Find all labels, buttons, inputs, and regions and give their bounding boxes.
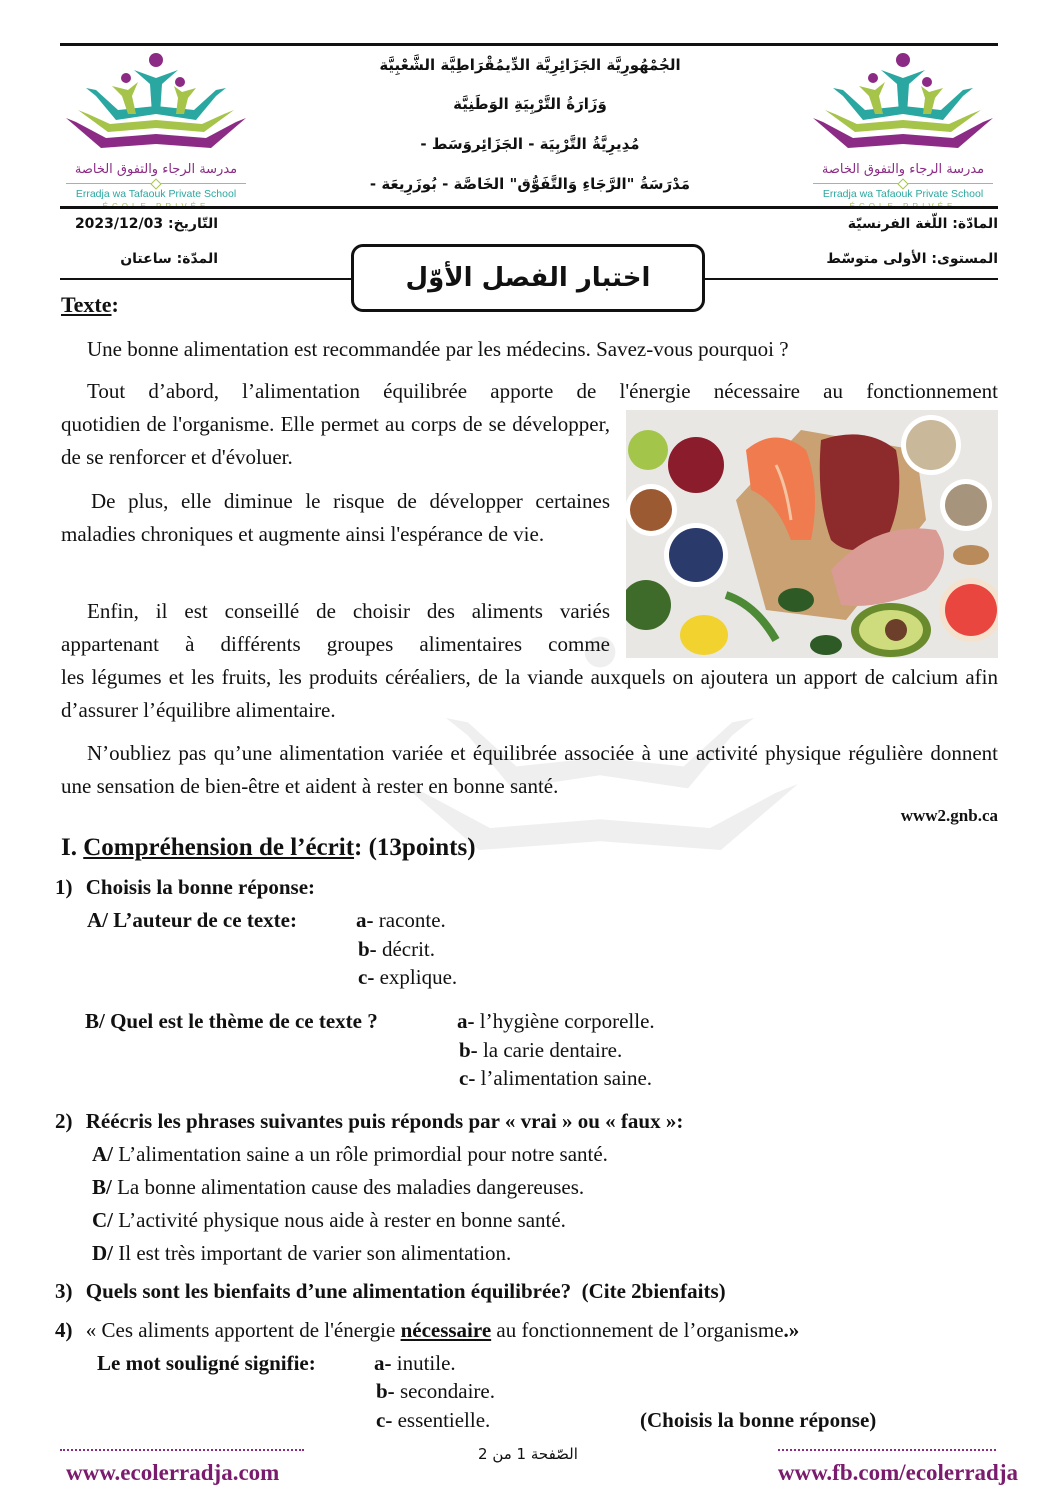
item-text: La bonne alimentation cause des maladies dangereuses. — [117, 1175, 585, 1199]
option-text: essentielle. — [397, 1408, 491, 1432]
school-logo-right — [803, 48, 1003, 208]
option-text: raconte. — [378, 908, 446, 932]
option-text: l’alimentation saine. — [480, 1066, 653, 1090]
text-paragraph-2-line1: Tout d’abord, l’alimentation équilibrée apporte de l'énergie nécessaire au fonctionnement — [87, 379, 998, 403]
option-text: la carie dentaire. — [482, 1038, 623, 1062]
text-paragraph-2-rest: quotidien de l'organisme. Elle permet au corps de se développer, de se renforcer et d'évoluer. — [61, 412, 610, 469]
option-text: secondaire. — [399, 1379, 495, 1403]
question-4-quote — [86, 1318, 800, 1342]
header-top-rule — [60, 43, 998, 46]
item-text: Il est très important de varier son alimentation. — [118, 1241, 512, 1265]
header-school: مَدْرَسَةُ "الرَّجَاءِ وَالتَّفَوُّق" الخَاصَّة - بُوزَرِيعَة - — [369, 175, 691, 193]
subject-label: المادّة: اللّغة الفرنسيّة — [847, 216, 998, 232]
section-1-number: I. — [61, 834, 77, 861]
underlined-word: nécessaire — [400, 1318, 492, 1342]
question-1a-option-b — [358, 937, 435, 962]
healthy-food-photo-icon — [626, 410, 998, 658]
question-1b-option-a — [457, 1009, 655, 1034]
quote-text-after: au fonctionnement de l’organisme — [491, 1318, 784, 1342]
quote-text-before: « Ces aliments apportent de l'énergie — [85, 1318, 401, 1342]
option-text: l’hygiène corporelle. — [479, 1009, 655, 1033]
logo-emblem-icon — [56, 48, 256, 160]
question-3 — [55, 1279, 726, 1304]
option-key: c- — [358, 965, 375, 989]
question-4-prompt: Le mot souligné signifie: — [97, 1351, 316, 1375]
option-key: c- — [376, 1408, 393, 1432]
question-2-item-c — [92, 1208, 566, 1233]
footer-website-link[interactable]: www.ecolerradja.com — [66, 1460, 280, 1485]
logo-separator — [813, 180, 993, 186]
option-text: explique. — [379, 965, 458, 989]
quote-end: .» — [783, 1318, 800, 1342]
text-paragraph-4-full: les légumes et les fruits, les produits céréaliers, de la viande auxquels on ajoutera un apport de calcium afin d’assurer l’équilibre alimentaire. — [61, 665, 998, 722]
item-key: C/ — [92, 1208, 113, 1232]
option-key: c- — [459, 1066, 476, 1090]
text-paragraph-1: Une bonne alimentation est recommandée par les médecins. Savez-vous pourquoi ? — [87, 337, 789, 361]
question-1-label: Choisis la bonne réponse: — [85, 875, 316, 899]
section-1-title: Compréhension de l’écrit — [83, 834, 355, 861]
question-4-option-b — [376, 1379, 495, 1404]
item-text: L’alimentation saine a un rôle primordial pour notre santé. — [118, 1142, 608, 1166]
item-text: L’activité physique nous aide à rester en bonne santé. — [118, 1208, 566, 1232]
question-1b-option-c — [459, 1066, 652, 1091]
text-heading-label: Texte — [61, 292, 112, 317]
text-heading — [61, 292, 119, 318]
option-text: inutile. — [396, 1351, 456, 1375]
question-2-item-d — [92, 1241, 511, 1266]
date-label: التّاريخ: 2023/12/03 — [74, 216, 218, 232]
question-2 — [55, 1109, 683, 1134]
question-4 — [55, 1318, 799, 1343]
text-paragraph-3: De plus, elle diminue le risque de développer certaines maladies chroniques et augmente ainsi l'espérance de vie. — [61, 489, 610, 546]
header-ministry: وَزَارَةُ التَّرْبِيَةِ الوَطَنِيَّة — [453, 95, 607, 113]
section-1-heading — [61, 834, 476, 862]
exam-title: اختبار الفصل الأوّل — [405, 263, 651, 293]
text-source: www2.gnb.ca — [900, 806, 998, 825]
option-key: b- — [358, 937, 377, 961]
question-3-number: 3) — [55, 1279, 73, 1303]
item-key: B/ — [92, 1175, 112, 1199]
section-1-points: : (13points) — [354, 834, 476, 861]
question-4-instruction: (Choisis la bonne réponse) — [640, 1408, 877, 1432]
logo-separator — [66, 180, 246, 186]
question-1-number: 1) — [55, 875, 73, 899]
food-image — [626, 410, 998, 658]
option-key: b- — [376, 1379, 395, 1403]
option-key: a- — [457, 1009, 475, 1033]
option-text: décrit. — [381, 937, 435, 961]
page-number: الصّفحة 1 من 2 — [478, 1445, 578, 1463]
text-paragraph-5: N’oubliez pas qu’une alimentation variée et équilibrée associée à une activité physique régulière donnent une sensation de bien-être et aident à rester en bonne santé. — [61, 741, 998, 798]
footer-facebook-link[interactable]: www.fb.com/ecolerradja — [777, 1460, 1018, 1485]
question-2-number: 2) — [55, 1109, 73, 1133]
question-2-item-b — [92, 1175, 584, 1200]
question-2-item-a — [92, 1142, 608, 1167]
header-bottom-rule — [60, 206, 998, 209]
level-label: المستوى: الأولى متوسّط — [826, 251, 998, 267]
question-4-number: 4) — [55, 1318, 73, 1342]
logo-arabic-name: مدرسة الرجاء والتفوق الخاصة — [74, 162, 238, 177]
option-key: a- — [374, 1351, 392, 1375]
text-heading-colon: : — [111, 292, 119, 317]
logo-arabic-name: مدرسة الرجاء والتفوق الخاصة — [821, 162, 985, 177]
question-2-label: Réécris les phrases suivantes puis réponds par « vrai » ou « faux »: — [85, 1109, 684, 1133]
header-republic: الجُمْهُورِيَّة الجَزَائِرِيَّة الدِّيمُقْرَاطِيَّة الشَّعْبِيَّة — [379, 56, 681, 74]
logo-english-name: Erradja wa Tafaouk Private School — [75, 188, 237, 200]
question-1a-option-a — [356, 908, 446, 933]
question-4-option-a — [374, 1351, 456, 1376]
question-1b-option-b — [459, 1038, 622, 1063]
question-3-label: Quels sont les bienfaits d’une alimentation équilibrée? (Cite 2bienfaits) — [85, 1279, 726, 1303]
question-1 — [55, 875, 315, 900]
option-key: a- — [356, 908, 374, 932]
question-1a-option-c — [358, 965, 457, 990]
question-4-option-c — [376, 1408, 490, 1433]
question-1a-prompt: A/ L’auteur de ce texte: — [87, 908, 297, 932]
footer-right-divider — [778, 1449, 996, 1451]
logo-english-name: Erradja wa Tafaouk Private School — [822, 188, 984, 200]
item-key: D/ — [92, 1241, 113, 1265]
header-directorate: مُدِيرِيَّةُ التَّرْبِيَة - الجَزَائِروَسَط - — [420, 135, 640, 153]
item-key: A/ — [92, 1142, 113, 1166]
question-1b-prompt: B/ Quel est le thème de ce texte ? — [85, 1009, 378, 1033]
duration-label: المدّة: ساعتان — [120, 251, 218, 267]
school-logo-left — [56, 48, 256, 208]
footer-left-divider — [60, 1449, 304, 1451]
option-key: b- — [459, 1038, 478, 1062]
logo-emblem-icon — [803, 48, 1003, 160]
exam-title-box — [351, 244, 705, 312]
text-paragraph-4-side: Enfin, il est conseillé de choisir des aliments variés appartenant à différents groupes alimentaires comme — [61, 599, 610, 656]
